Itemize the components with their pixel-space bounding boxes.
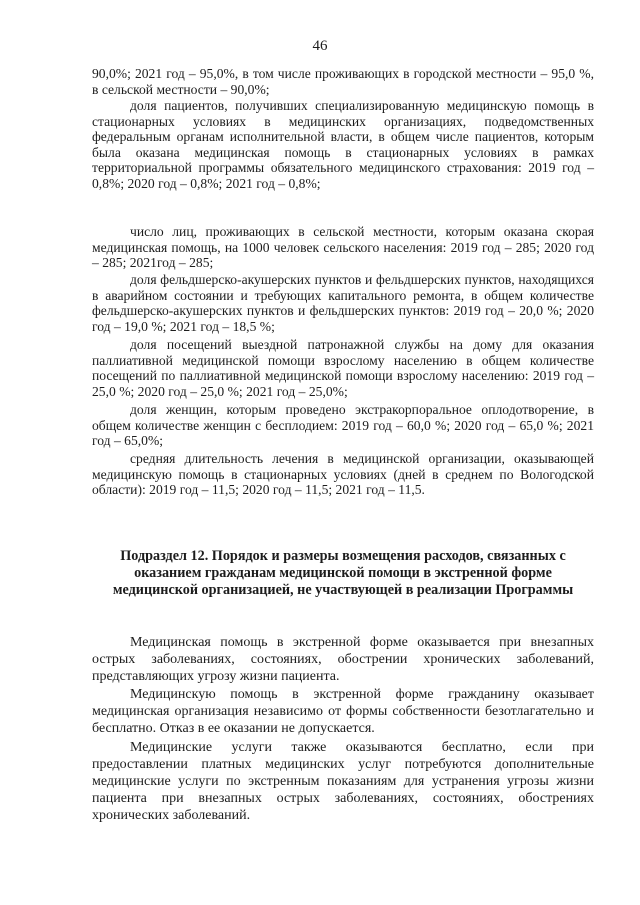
page-number: 46 [312, 38, 328, 54]
paragraph-ivf: доля женщин, которым проведено экстракорпоральное оплодотворение, в общем количестве женщин с бесплодием: 2019 год – 60,0 %; 2020 год – 65,0 %; 2021 год – 65,0%; [92, 402, 594, 449]
section-heading: Подраздел 12. Порядок и размеры возмещения расходов, связанных с оказанием гражданам медицинской помощи в экстренной форме медицинской организацией, не участвующей в реализации Программы [112, 548, 574, 598]
paragraph-length-of-stay: средняя длительность лечения в медицинской организации, оказывающей медицинскую помощь в стационарных условиях (дней в среднем по Вологодской области): 2019 год – 11,5; 2020 год – 11,5; 2021 год – 11,5. [92, 451, 594, 498]
paragraph-specialized-care: доля пациентов, получивших специализированную медицинскую помощь в стационарных условиях в медицинских организациях, подведомственных федеральным органам исполнительной власти, в общем числе пациентов, которым была оказана медицинская помощь в стационарных условиях в рамках территориальной программы обязательного медицинского страхования: 2019 год – 0,8%; 2020 год – 0,8%; 2021 год – 0,8%; [92, 98, 594, 191]
paragraph-emergency-free: Медицинскую помощь в экстренной форме гражданину оказывает медицинская организация независимо от формы собственности безотлагательно и бесплатно. Отказ в ее оказании не допускается. [92, 687, 594, 736]
paragraph-ambulance: число лиц, проживающих в сельской местности, которым оказана скорая медицинская помощь, на 1000 человек сельского населения: 2019 год – 285; 2020 год – 285; 2021год – 285; [92, 224, 594, 271]
paragraph-extra-services: Медицинские услуги также оказываются бесплатно, если при предоставлении платных медицинских услуг потребуются дополнительные медицинские услуги по экстренным показаниям для устранения угрозы жизни пациента при внезапных острых заболеваниях, состояниях, обострениях хронических заболеваний. [92, 740, 594, 823]
paragraph-urban-rural: 90,0%; 2021 год – 95,0%, в том числе проживающих в городской местности – 95,0 %, в сельской местности – 90,0%; [92, 66, 594, 97]
paragraph-feldsher-points: доля фельдшерско-акушерских пунктов и фельдшерских пунктов, находящихся в аварийном состоянии и требующих капитального ремонта, в общем количестве фельдшерско-акушерских пунктов и фельдшерских пунктов: 2019 год – 20,0 %; 2020 год – 19,0 %; 2021 год – 18,5 %; [92, 272, 594, 334]
paragraph-emergency-conditions: Медицинская помощь в экстренной форме оказывается при внезапных острых заболеваниях, состояниях, обострении хронических заболеваний, представляющих угрозу жизни пациента. [92, 635, 594, 684]
paragraph-palliative: доля посещений выездной патронажной службы на дому для оказания паллиативной медицинской помощи взрослому населению в общем количестве посещений по паллиативной медицинской помощи взрослому населению: 2019 год – 25,0 %; 2020 год – 25,0 %; 2021 год – 25,0%; [92, 337, 594, 399]
